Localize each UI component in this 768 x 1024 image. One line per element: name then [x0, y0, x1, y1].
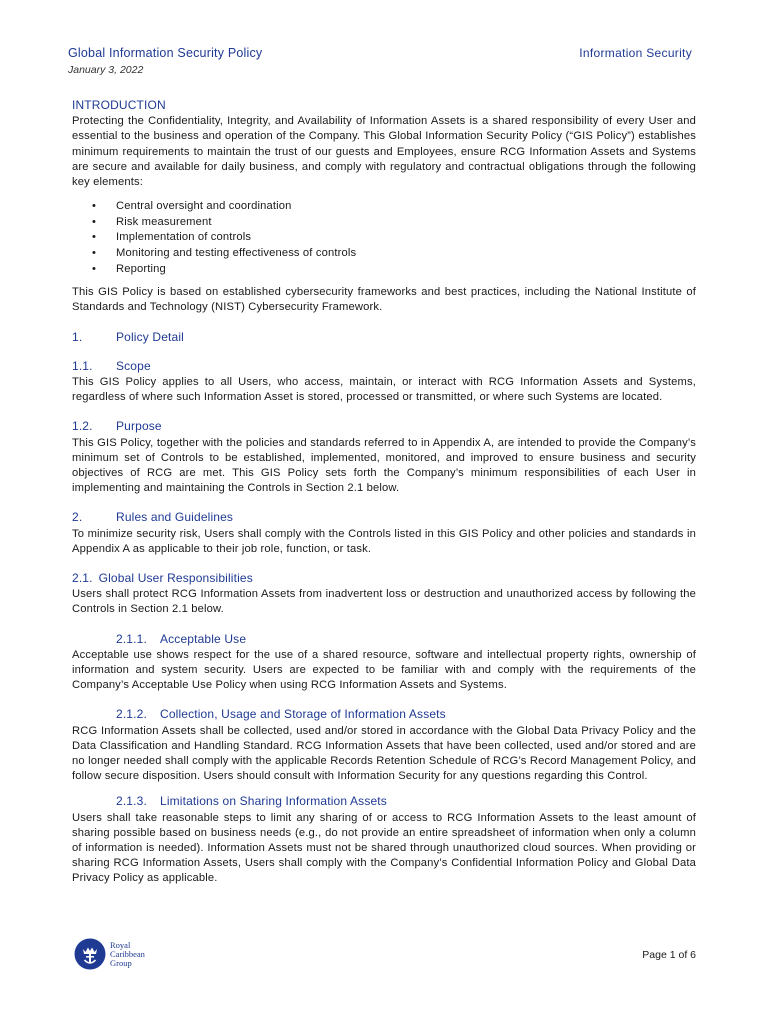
- document-body: [72, 98, 696, 887]
- section-number: 2.1.3.: [116, 794, 147, 809]
- section-1-1-heading: [72, 359, 696, 374]
- responsibilities-text: Users shall protect RCG Information Assets from inadvertent loss or destruction and unauthorized access by following the Controls in Section 2.1 below.: [72, 588, 696, 616]
- section-title: Acceptable Use: [160, 631, 247, 646]
- crown-anchor-icon: [74, 938, 106, 970]
- section-number: 2.1.2.: [116, 707, 147, 722]
- section-title: Policy Detail: [116, 329, 184, 344]
- section-title: Limitations on Sharing Information Assets: [160, 794, 387, 809]
- section-title: Scope: [116, 358, 151, 373]
- rules-text: To minimize security risk, Users shall comply with the Controls listed in this GIS Policy and other policies and standards in Appendix A as applicable to their job role, function, or task.: [72, 527, 696, 555]
- section-number: 1.1.: [72, 358, 93, 373]
- section-title: Rules and Guidelines: [116, 510, 234, 525]
- section-title: Collection, Usage and Storage of Information Assets: [160, 707, 446, 722]
- section-2-1-2-heading: [116, 707, 696, 722]
- section-1-2-heading: [72, 419, 696, 434]
- collection-usage-text: RCG Information Assets shall be collected, used and/or stored in accordance with the Global Data Privacy Policy and the Data Classification and Handling Standard. RCG Information Assets that have been collected, used and/or stored and are no longer needed shall comply with the applicable Records Retention Schedule of RCG’s Record Management Policy, and follow secure disposition. Users should consult with Information Security for any questions regarding this Control.: [72, 724, 696, 783]
- bullet-icon: •: [92, 247, 97, 259]
- section-number: 2.1.1.: [116, 631, 147, 646]
- list-item: [72, 199, 696, 215]
- header-title: Global Information Security Policy: [68, 46, 263, 60]
- bullet-icon: •: [92, 262, 97, 275]
- scope-text: This GIS Policy applies to all Users, who access, maintain, or interact with RCG Information Assets and Systems, regardless of where such Information Asset is stored, processed or transmitted, or where such Systems are located.: [72, 376, 696, 404]
- sharing-limitations-text: Users shall take reasonable steps to limit any sharing of or access to RCG Information Assets to the least amount of sharing possible based on business needs (e.g., do not provide an entire spreadsheet of information when only a column of information is needed). Information Assets must not be shared through unauthorized cloud sources. When providing or sharing RCG Information Assets, Users shall comply with the Company’s Confidential Information Policy and Global Data Privacy Policy as applicable.: [72, 811, 696, 885]
- section-title: Purpose: [116, 419, 162, 434]
- key-elements-list: [72, 199, 696, 277]
- list-item: [72, 262, 696, 278]
- logo-line: Royal: [110, 939, 131, 950]
- list-item-text: Reporting: [116, 262, 166, 275]
- acceptable-use-text: Acceptable use shows respect for the use of a shared resource, software and intellectual property rights, ownership of information and system security. Users are expected to be familiar with and comply with the requirements of the Company’s Acceptable Use Policy when using RCG Information Assets and Systems.: [72, 648, 696, 692]
- section-number: 1.: [72, 329, 83, 344]
- page-number: Page 1 of 6: [642, 949, 696, 961]
- section-2-heading: [72, 510, 696, 525]
- list-item: [72, 215, 696, 231]
- section-number: 2.: [72, 510, 83, 525]
- list-item-text: Central oversight and coordination: [116, 200, 292, 213]
- bullet-icon: •: [92, 200, 97, 213]
- intro-paragraph: Protecting the Confidentiality, Integrity, and Availability of Information Assets is a shared responsibility of every User and essential to the business and operation of the Company. This Global Information Security Policy (“GIS Policy”) establishes minimum requirements to maintain the trust of our guests and Employees, ensure RCG Information Assets and Systems are secure and available for daily business, and comply with regulatory and contractual obligations through the following key elements:: [72, 115, 696, 189]
- header-department: Information Security: [579, 46, 692, 60]
- section-2-1-1-heading: [116, 632, 696, 647]
- header-date: January 3, 2022: [68, 64, 144, 76]
- logo-wordmark: [110, 941, 145, 968]
- logo-line: Caribbean: [110, 948, 145, 959]
- bullet-icon: •: [92, 231, 97, 244]
- company-logo: [74, 938, 145, 970]
- list-item-text: Monitoring and testing effectiveness of controls: [116, 247, 357, 259]
- logo-line: Group: [110, 957, 132, 968]
- section-2-1-heading: [72, 571, 696, 586]
- section-2-1-3-heading: [116, 794, 696, 809]
- section-number: 2.1.: [72, 571, 93, 586]
- section-1-heading: [72, 330, 696, 345]
- section-number: 1.2.: [72, 419, 93, 434]
- section-title: Global User Responsibilities: [98, 571, 253, 586]
- list-item: [72, 246, 696, 262]
- bullet-icon: •: [92, 215, 97, 228]
- list-item-text: Risk measurement: [116, 215, 212, 228]
- list-item: [72, 230, 696, 246]
- purpose-text: This GIS Policy, together with the policies and standards referred to in Appendix A, are intended to provide the Company’s minimum set of Controls to be established, implemented, monitored, and improved to ensure business and security objectives of RCG are met. This GIS Policy sets forth the Company’s minimum responsibilities of each User in implementing and maintaining the Controls in Section 2.1 below.: [72, 436, 696, 495]
- intro-heading: INTRODUCTION: [72, 98, 166, 112]
- list-item-text: Implementation of controls: [116, 231, 252, 244]
- intro-closing: This GIS Policy is based on established cybersecurity frameworks and best practices, including the National Institute of Standards and Technology (NIST) Cybersecurity Framework.: [72, 286, 696, 314]
